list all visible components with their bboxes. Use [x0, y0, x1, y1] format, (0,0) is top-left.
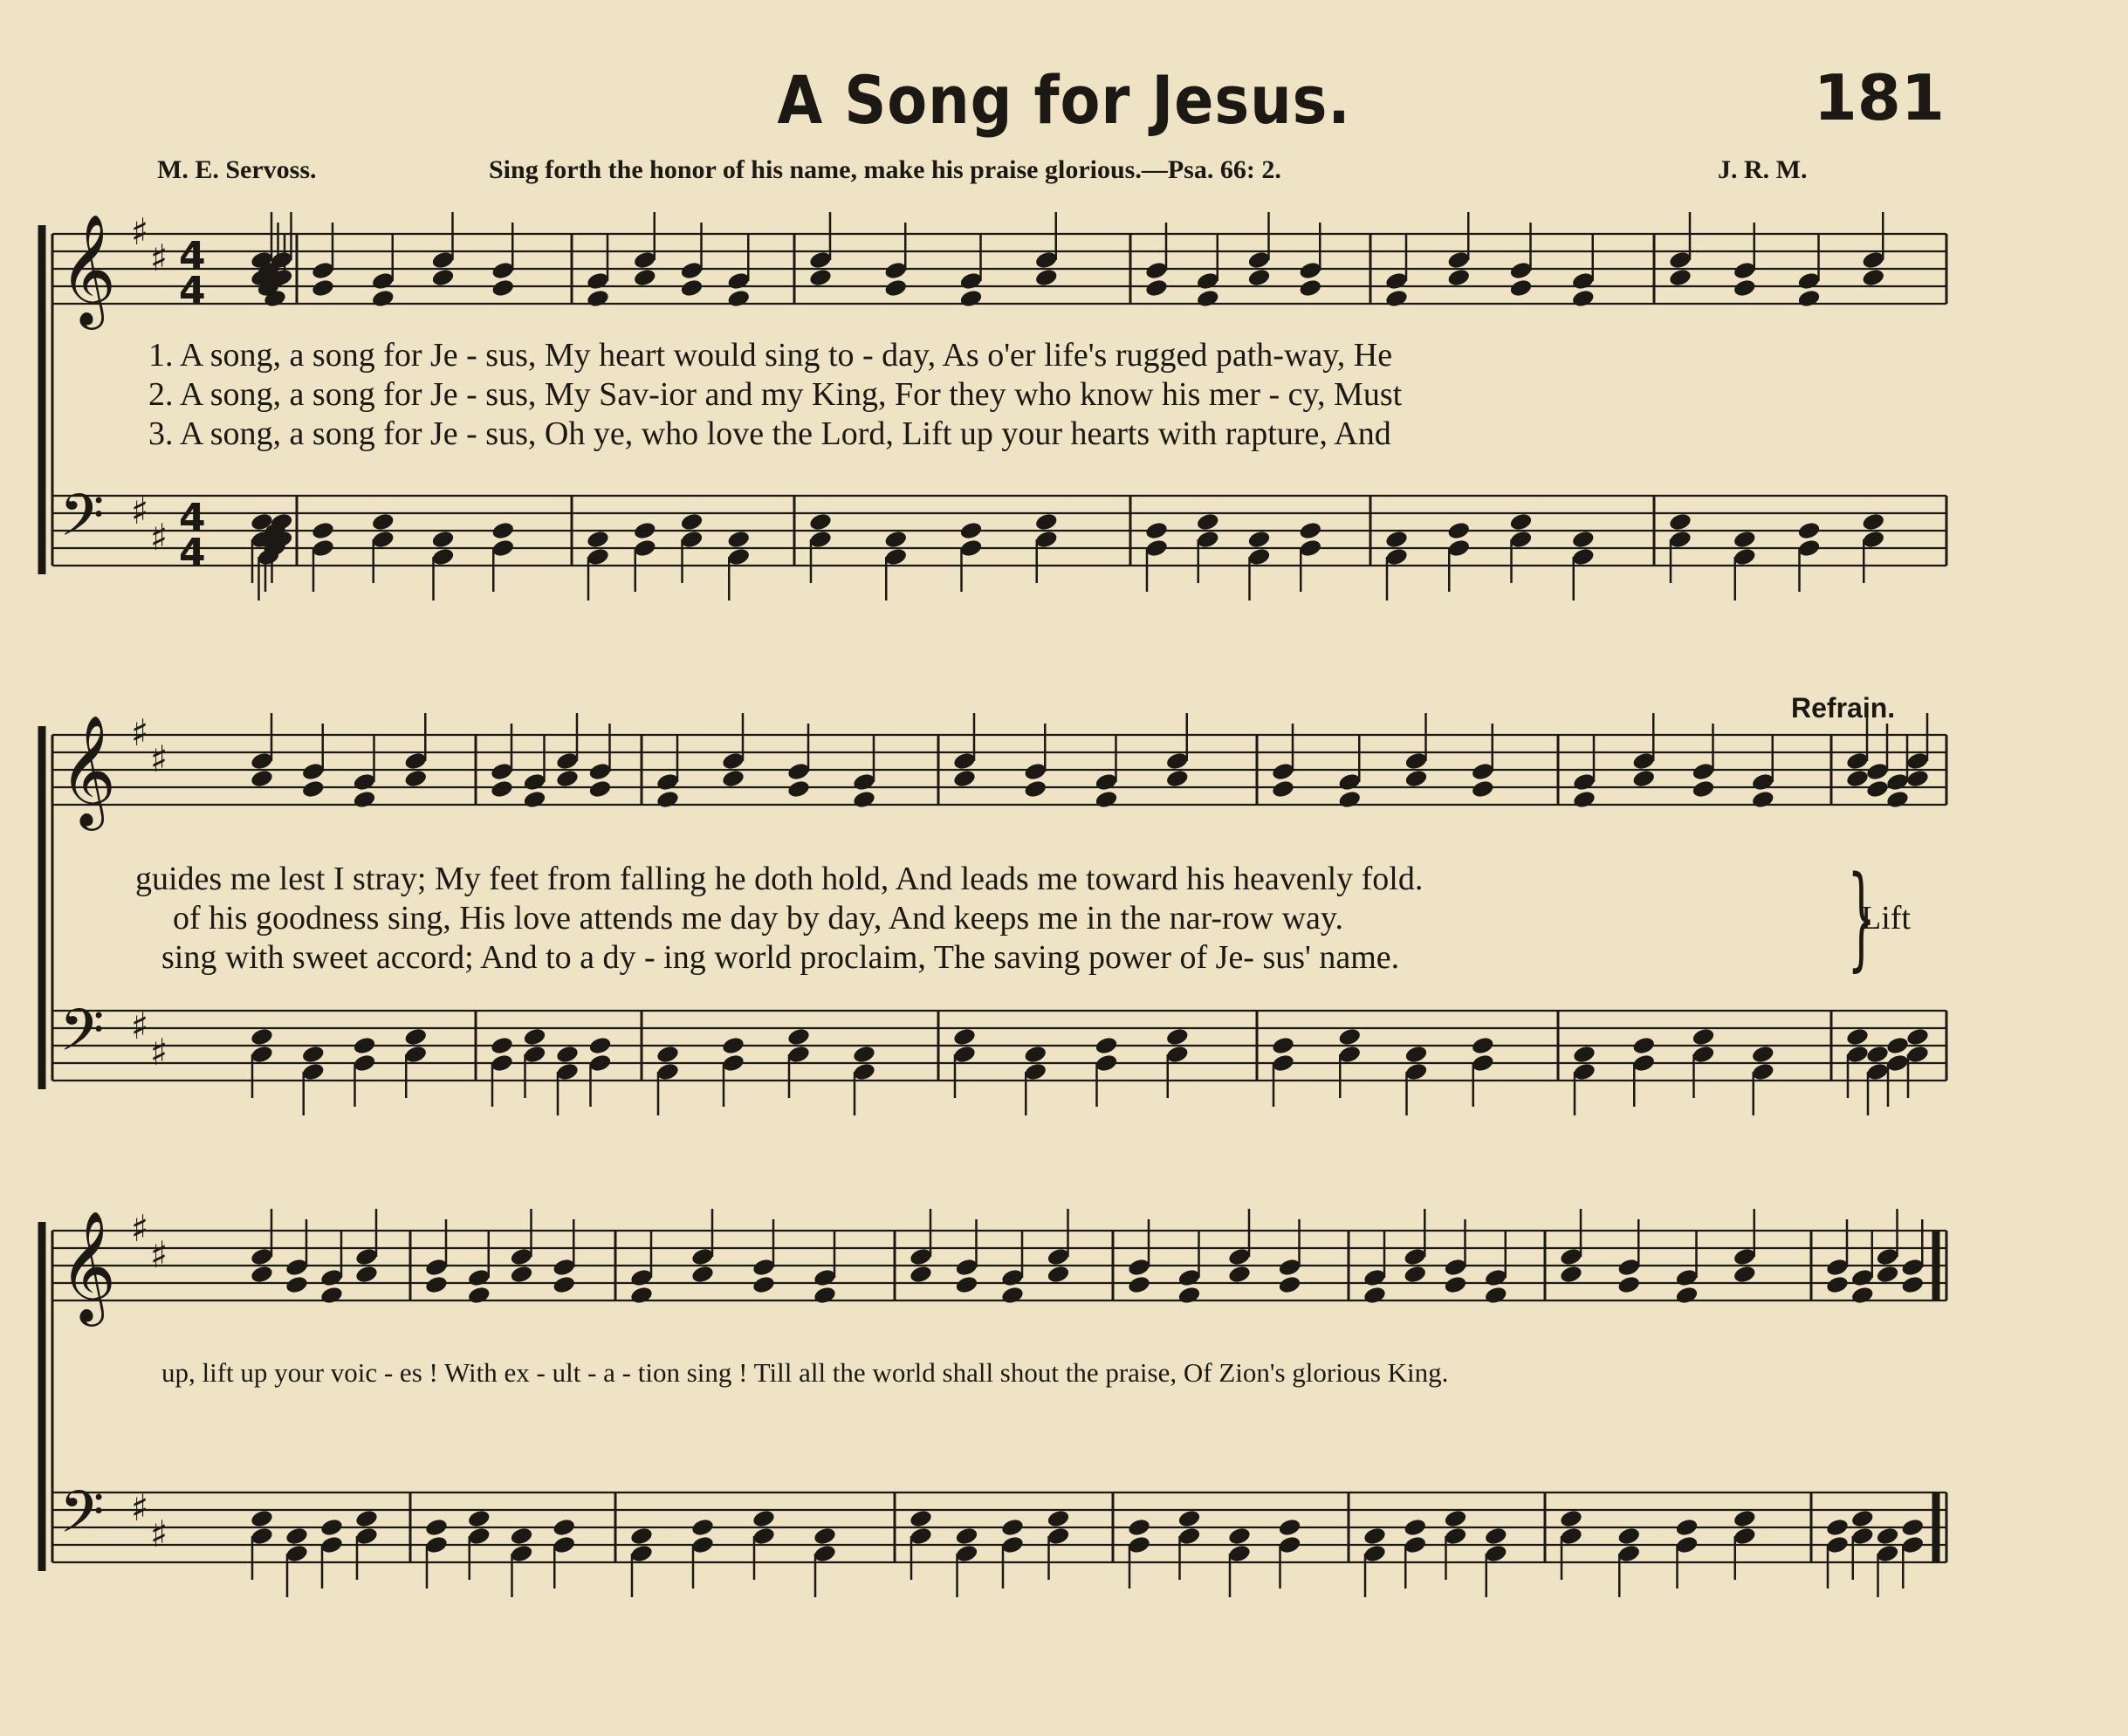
note-head [690, 1517, 715, 1537]
note-head [679, 278, 704, 298]
note-head [1000, 1285, 1025, 1305]
note-head [1875, 1526, 1899, 1546]
note-head [1177, 1285, 1201, 1305]
note-head [1559, 1508, 1583, 1528]
note-head [1277, 1517, 1301, 1537]
note-head [1850, 1285, 1875, 1305]
note-head [250, 1026, 274, 1046]
note-head [1508, 511, 1533, 532]
sharp-icon: ♯ [150, 516, 168, 559]
note-head [1825, 1274, 1850, 1294]
note-head [490, 1035, 514, 1055]
note-head [250, 1264, 274, 1284]
note-head [1572, 1044, 1596, 1064]
note-head [1674, 1285, 1699, 1305]
note-head [552, 1517, 576, 1537]
lyric-verse-1-line-1: 1. A song, a song for Je - sus, My heart would sing to - day, As o'er life's rugged path-way, He [148, 337, 1393, 374]
note-head [1403, 1517, 1427, 1537]
note-head [1845, 768, 1870, 788]
page-number: 181 [1813, 61, 1945, 134]
note-head [752, 1274, 776, 1294]
treble-clef-icon: 𝄞 [59, 213, 117, 325]
sharp-icon: ♯ [150, 1031, 168, 1074]
note-head [1165, 1026, 1190, 1046]
note-head [1298, 278, 1322, 298]
hymn-title: A Song for Jesus. [777, 61, 1351, 139]
note-head [952, 768, 977, 788]
note-head [555, 768, 580, 788]
note-head [522, 789, 546, 809]
note-head [1733, 529, 1757, 549]
note-head [1034, 267, 1059, 287]
note-head [1277, 1274, 1301, 1294]
lyric-verse-3-line-2: sing with sweet accord; And to a dy - ing world proclaim, The saving power of Je- sus' name. [161, 939, 1400, 976]
note-head [1337, 789, 1362, 809]
note-head [1127, 1274, 1151, 1294]
note-head [633, 267, 657, 287]
author-credit: M. E. Servoss. [157, 155, 317, 184]
note-head [552, 1274, 576, 1294]
note-head [1384, 288, 1409, 308]
note-head [1900, 1274, 1925, 1294]
note-head [1023, 779, 1047, 799]
note-head [1796, 288, 1821, 308]
lyric-verse-2-line-1: 2. A song, a song for Je - sus, My Sav-ior and my King, For they who know his mer - cy, Must [148, 376, 1403, 413]
note-head [1484, 1526, 1508, 1546]
note-head [403, 768, 428, 788]
note-head [1668, 267, 1692, 287]
note-head [679, 511, 704, 532]
sharp-icon: ♯ [131, 210, 149, 253]
note-head [1404, 768, 1428, 788]
note-head [813, 1526, 837, 1546]
time-signature-top: 4 [179, 234, 206, 278]
note-head [1571, 288, 1596, 308]
note-head [813, 1285, 837, 1305]
note-head [1850, 1508, 1875, 1528]
note-head [491, 520, 515, 540]
bass-clef-icon: 𝄢 [59, 1479, 105, 1560]
note-head [954, 1526, 978, 1546]
note-head [1144, 278, 1169, 298]
note-head [1691, 779, 1715, 799]
note-head [1559, 1264, 1583, 1284]
note-head [1446, 520, 1471, 540]
note-head [301, 779, 326, 799]
note-head [1384, 529, 1409, 549]
note-head [311, 278, 335, 298]
note-head [656, 1044, 680, 1064]
note-head [1617, 1274, 1641, 1294]
note-head [1165, 768, 1190, 788]
lyric-verse-3-line-1: 3. A song, a song for Je - sus, Oh ye, who love the Lord, Lift up your hearts with rapture, And [148, 415, 1391, 452]
sharp-icon: ♯ [150, 1233, 168, 1276]
note-head [490, 779, 514, 799]
composer-credit: J. R. M. [1718, 155, 1808, 184]
note-head [656, 789, 680, 809]
sharp-icon: ♯ [131, 1005, 149, 1047]
note-head [467, 1508, 491, 1528]
sharp-icon: ♯ [150, 1513, 168, 1555]
note-head [1443, 1508, 1467, 1528]
note-head [352, 789, 376, 809]
note-head [1337, 1026, 1362, 1046]
note-head [586, 529, 610, 549]
note-head [1127, 1517, 1151, 1537]
note-head [726, 529, 751, 549]
sharp-icon: ♯ [131, 1486, 149, 1529]
note-head [1825, 1517, 1850, 1537]
note-head [690, 1264, 715, 1284]
refrain-lead-word: Lift [1861, 900, 1911, 937]
note-head [1733, 278, 1757, 298]
bass-clef-icon: 𝄢 [59, 482, 105, 563]
note-head [629, 1285, 654, 1305]
note-head [786, 1026, 811, 1046]
refrain-label: Refrain. [1791, 692, 1896, 724]
note-head [311, 520, 335, 540]
note-head [952, 1026, 977, 1046]
note-head [1034, 511, 1059, 532]
verse-brace: } [1847, 853, 1877, 983]
scripture-reference: Sing forth the honor of his name, make his praise glorious.—Psa. 66: 2. [489, 155, 1281, 184]
note-head [909, 1508, 933, 1528]
note-head [909, 1264, 933, 1284]
note-head [786, 779, 811, 799]
note-head [1885, 789, 1910, 809]
note-head [509, 1264, 533, 1284]
note-head [1674, 1517, 1699, 1537]
note-head [285, 1274, 309, 1294]
note-head [1246, 529, 1271, 549]
note-head [1363, 1526, 1387, 1546]
note-head [1508, 278, 1533, 298]
note-head [319, 1285, 344, 1305]
sharp-icon: ♯ [150, 237, 168, 279]
note-head [250, 768, 274, 788]
note-head [629, 1526, 654, 1546]
note-head [1196, 511, 1220, 532]
note-head [587, 779, 612, 799]
note-head [1865, 779, 1890, 799]
note-head [509, 1526, 533, 1546]
note-head [1571, 529, 1596, 549]
note-head [1144, 520, 1169, 540]
note-head [354, 1264, 379, 1284]
note-head [1046, 1508, 1070, 1528]
sharp-icon: ♯ [131, 1207, 149, 1250]
note-head [354, 1508, 379, 1528]
note-head [1246, 267, 1271, 287]
note-head [808, 267, 833, 287]
note-head [1751, 789, 1775, 809]
note-head [1177, 1508, 1201, 1528]
treble-clef-icon: 𝄞 [59, 714, 117, 826]
note-head [403, 1026, 428, 1046]
note-head [852, 789, 876, 809]
note-head [958, 288, 983, 308]
note-head [1094, 789, 1118, 809]
note-head [1668, 511, 1692, 532]
note-head [430, 267, 455, 287]
note-head [1298, 520, 1322, 540]
note-head [1733, 1264, 1757, 1284]
note-head [587, 1035, 612, 1055]
note-head [954, 1274, 978, 1294]
note-head [1733, 1508, 1757, 1528]
note-head [491, 278, 515, 298]
note-head [958, 520, 983, 540]
note-head [1094, 1035, 1118, 1055]
note-head [1885, 1035, 1910, 1055]
note-head [319, 1517, 344, 1537]
note-head [586, 288, 610, 308]
note-head [1403, 1264, 1427, 1284]
note-head [1751, 1044, 1775, 1064]
note-head [555, 1044, 580, 1064]
note-head [721, 768, 745, 788]
note-head [883, 529, 908, 549]
lyric-verse-2-line-2: of his goodness sing, His love attends me day by day, And keeps me in the nar-row way. [173, 900, 1343, 937]
note-head [430, 529, 455, 549]
sharp-icon: ♯ [150, 738, 168, 780]
note-head [883, 278, 908, 298]
time-signature-top: 4 [179, 496, 206, 540]
note-head [1471, 1035, 1495, 1055]
lyric-verse-1-line-2: guides me lest I stray; My feet from falling he doth hold, And leads me toward his heavenly fold. [135, 861, 1424, 897]
bass-clef-icon: 𝄢 [59, 997, 105, 1078]
note-head [808, 511, 833, 532]
note-head [1023, 1044, 1047, 1064]
note-head [1227, 1264, 1252, 1284]
note-head [1631, 768, 1656, 788]
note-head [1227, 1526, 1252, 1546]
note-head [1443, 1274, 1467, 1294]
time-signature-bottom: 4 [179, 269, 206, 313]
note-head [467, 1285, 491, 1305]
note-head [1271, 1035, 1295, 1055]
time-signature-bottom: 4 [179, 531, 206, 575]
note-head [1572, 789, 1596, 809]
note-head [1000, 1517, 1025, 1537]
note-head [1446, 267, 1471, 287]
note-head [633, 520, 657, 540]
note-head [424, 1517, 449, 1537]
note-head [1845, 1026, 1870, 1046]
note-head [726, 288, 751, 308]
note-head [250, 1508, 274, 1528]
note-head [1271, 779, 1295, 799]
sharp-icon: ♯ [131, 490, 149, 532]
note-head [752, 1508, 776, 1528]
note-head [522, 1026, 546, 1046]
note-head [1875, 1264, 1899, 1284]
note-head [1861, 511, 1885, 532]
note-head [1861, 267, 1885, 287]
note-head [301, 1044, 326, 1064]
note-head [1900, 1517, 1925, 1537]
note-head [1617, 1526, 1641, 1546]
note-head [721, 1035, 745, 1055]
note-head [1905, 1026, 1930, 1046]
note-head [352, 1035, 376, 1055]
note-head [1363, 1285, 1387, 1305]
sharp-icon: ♯ [131, 711, 149, 754]
note-head [1631, 1035, 1656, 1055]
note-head [1484, 1285, 1508, 1305]
note-head [852, 1044, 876, 1064]
lyric-refrain-line: up, lift up your voic - es ! With ex - ult - a - tion sing ! Till all the world shall shout the praise, Of Zion's glorious King. [161, 1357, 1449, 1388]
note-head [285, 1526, 309, 1546]
note-head [1905, 768, 1930, 788]
note-head [1796, 520, 1821, 540]
treble-clef-icon: 𝄞 [59, 1210, 117, 1321]
note-head [371, 288, 395, 308]
note-head [371, 511, 395, 532]
note-head [424, 1274, 449, 1294]
note-head [1865, 1044, 1890, 1064]
note-head [1404, 1044, 1428, 1064]
note-head [1046, 1264, 1070, 1284]
note-head [1691, 1026, 1715, 1046]
note-head [1471, 779, 1495, 799]
note-head [1196, 288, 1220, 308]
